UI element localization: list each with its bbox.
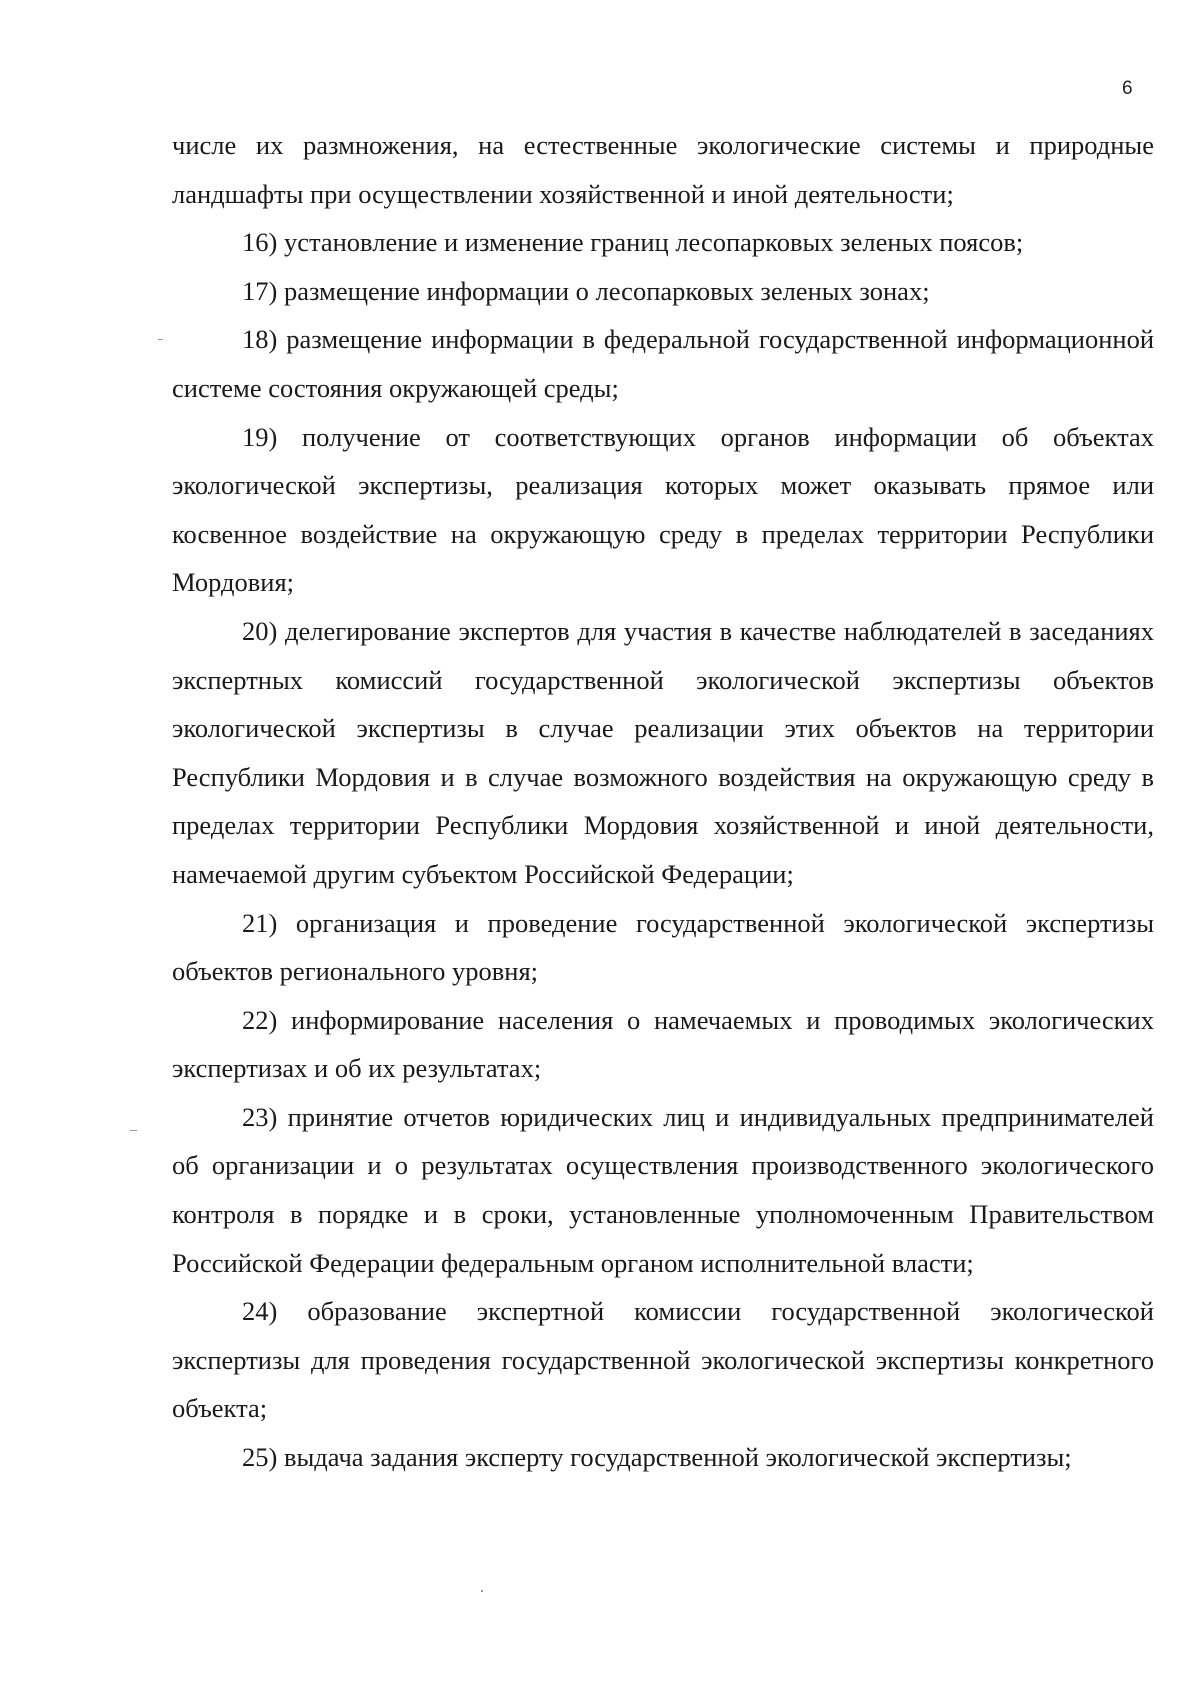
scan-artifact: [158, 339, 163, 340]
page-number: 6: [1122, 78, 1133, 99]
paragraph-continuation: числе их размножения, на естественные экологические системы и природные ландшафты при осуществлении хозяйственной и иной деятельности;: [172, 130, 1154, 209]
list-item-23: 23) принятие отчетов юридических лиц и индивидуальных предпринимателей об организации и о результатах осуществления производственного экологического контроля в порядке и в сроки, установленные уполномоченным Правительством Российской Федерации федеральным органом исполнительной власти;: [172, 1101, 1154, 1278]
scan-artifact: [130, 1130, 137, 1131]
list-item-19: 19) получение от соответствующих органов информации об объектах экологической экспертизы, реализация которых может оказывать прямое или косвенное воздействие на окружающую среду в пределах территории Республики Мордовия;: [172, 421, 1154, 598]
document-body: [172, 121, 1154, 1482]
list-item-20: 20) делегирование экспертов для участия в качестве наблюдателей в заседаниях экспертных комиссий государственной экологической экспертизы объектов экологической экспертизы в случае реализации этих объектов на территории Республики Мордовия и в случае возможного воздействия на окружающую среду в пределах территории Республики Мордовия хозяйственной и иной деятельности, намечаемой другим субъектом Российской Федерации;: [172, 615, 1154, 889]
list-item-21: 21) организация и проведение государственной экологической экспертизы объектов регионального уровня;: [172, 907, 1154, 987]
list-item-17: 17) размещение информации о лесопарковых зеленых зонах;: [242, 275, 930, 306]
list-item-22: 22) информирование населения о намечаемых и проводимых экологических экспертизах и об их результатах;: [172, 1004, 1154, 1084]
list-item-25: 25) выдача задания эксперту государственной экологической экспертизы;: [242, 1442, 1072, 1473]
list-item-18: 18) размещение информации в федеральной государственной информационной системе состояния окружающей среды;: [172, 324, 1154, 403]
scan-artifact: [481, 1590, 483, 1592]
list-item-24: 24) образование экспертной комиссии государственной экологической экспертизы для проведения государственной экологической экспертизы конкретного объекта;: [172, 1296, 1154, 1424]
list-item-16: 16) установление и изменение границ лесопарковых зеленых поясов;: [242, 227, 1024, 258]
